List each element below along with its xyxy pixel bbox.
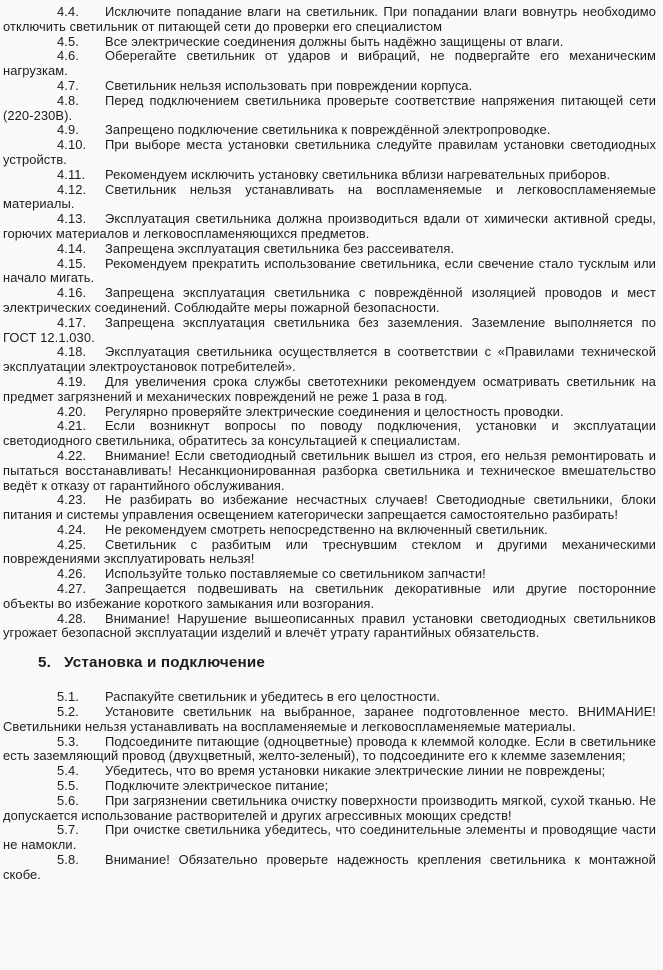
list-item [3, 567, 656, 582]
item-number: 4.19. [57, 373, 87, 389]
item-text: Оберегайте светильник от ударов и вибраций, не подвергайте его механическим нагрузкам. [3, 48, 656, 79]
list-item [3, 212, 656, 242]
list-item [3, 242, 656, 257]
item-number: 4.13. [57, 211, 87, 227]
item-number: 5.5. [57, 778, 79, 794]
item-number: 4.25. [57, 536, 87, 552]
item-number: 4.27. [57, 581, 87, 597]
item-text: Убедитесь, что во время установки никакие электрические линии не повреждены; [105, 763, 606, 779]
item-number: 4.28. [57, 610, 87, 626]
item-text: Не разбирать во избежание несчастных случаев! Светодиодные светильники, блоки питания и системы управления освещением категорически запрещается самостоятельно разбирать! [3, 492, 656, 523]
list-item [3, 286, 656, 316]
item-text: Запрещено подключение светильника к повреждённой электропроводке. [105, 122, 551, 138]
list-item [3, 375, 656, 405]
item-number: 4.24. [57, 521, 87, 537]
list-item [3, 5, 656, 35]
item-text: Внимание! Если светодиодный светильник вышел из строя, его нельзя ремонтировать и пытаться восстанавливать! Несанкционированная разборка светильника и техническое вмешательство ведёт к отказу от гарантийного обслуживания. [3, 447, 656, 493]
item-text: Все электрические соединения должны быть надёжно защищены от влаги. [105, 33, 564, 49]
item-number: 4.6. [57, 48, 79, 64]
item-number: 4.10. [57, 137, 87, 153]
list-item [3, 94, 656, 124]
list-item [3, 405, 656, 420]
section-5-heading-title: Установка и подключение [64, 654, 266, 672]
list-item [3, 582, 656, 612]
item-text: Рекомендуем прекратить использование светильника, если свечение стало тусклым или начало мигать. [3, 255, 656, 286]
item-text: При загрязнении светильника очистку поверхности производить мягкой, сухой тканью. Не допускается использование растворителей и других агрессивных моющих средств! [3, 792, 656, 823]
item-number: 5.8. [57, 852, 79, 868]
item-text: Подключите электрическое питание; [105, 778, 329, 794]
list-item [3, 764, 656, 779]
list-item [3, 538, 656, 568]
item-number: 5.2. [57, 704, 79, 720]
list-item [3, 168, 656, 183]
list-item [3, 853, 656, 883]
item-text: Рекомендуем исключить установку светильника вблизи нагревательных приборов. [105, 166, 611, 182]
list-item [3, 735, 656, 765]
item-number: 5.1. [57, 689, 79, 705]
item-number: 5.6. [57, 792, 79, 808]
item-number: 4.14. [57, 240, 87, 256]
list-item [3, 183, 656, 213]
item-text: При очистке светильника убедитесь, что соединительные элементы и проводящие части не намокли. [3, 822, 656, 853]
section-5-heading-number: 5. [38, 654, 52, 672]
item-text: Регулярно проверяйте электрические соединения и целостность проводки. [105, 403, 564, 419]
section-5-installation-list [3, 690, 656, 882]
item-number: 4.26. [57, 566, 87, 582]
item-text: Не рекомендуем смотреть непосредственно на включенный светильник. [105, 521, 548, 537]
item-number: 4.16. [57, 285, 87, 301]
item-number: 5.7. [57, 822, 79, 838]
list-item [3, 794, 656, 824]
list-item [3, 690, 656, 705]
list-item [3, 779, 656, 794]
list-item [3, 449, 656, 493]
list-item [3, 316, 656, 346]
item-text: Внимание! Обязательно проверьте надежность крепления светильника к монтажной скобе. [3, 852, 656, 882]
item-text: Если возникнут вопросы по поводу подключения, установки и эксплуатации светодиодного светильника, обратитесь за консультацией к специалистам. [3, 418, 656, 449]
list-item [3, 138, 656, 168]
list-item [3, 123, 656, 138]
item-text: Установите светильник на выбранное, заранее подготовленное место. ВНИМАНИЕ! Светильники нельзя устанавливать на воспламеняемые и легковоспламеняемые материалы. [3, 704, 656, 734]
list-item [3, 345, 656, 375]
item-text: Светильник нельзя использовать при повреждении корпуса. [105, 77, 473, 93]
list-item [3, 79, 656, 94]
item-text: Запрещена эксплуатация светильника без рассеивателя. [105, 240, 455, 256]
list-item [3, 523, 656, 538]
item-text: Запрещается подвешивать на светильник декоративные или другие посторонние объекты во избежание короткого замыкания или возгорания. [3, 581, 656, 611]
item-text: Запрещена эксплуатация светильника без заземления. Заземление выполняется по ГОСТ 12.1.030. [3, 314, 656, 345]
item-number: 4.18. [57, 344, 87, 360]
list-item [3, 35, 656, 50]
list-item [3, 493, 656, 523]
item-number: 4.21. [57, 418, 87, 434]
list-item [3, 419, 656, 449]
item-text: Эксплуатация светильника должна производиться вдали от химически активной среды, горючих материалов и легковоспламеняющихся предметов. [3, 211, 656, 241]
item-text: Для увеличения срока службы светотехники рекомендуем осматривать светильник на предмет загрязнений и механических повреждений не реже 1 раза в год. [3, 373, 656, 404]
section-4-safety-rules-list [3, 5, 656, 641]
list-item [3, 705, 656, 735]
item-number: 4.4. [57, 4, 79, 19]
list-item [3, 612, 656, 642]
item-text: Используйте только поставляемые со светильником запчасти! [105, 566, 486, 582]
item-text: Подсоедините питающие (одноцветные) провода к клеммой колодке. Если в светильнике есть заземляющий провод (двухцветный, желто-зеленый), то подсоедините его к клемме заземления; [3, 733, 656, 764]
item-text: Перед подключением светильника проверьте соответствие напряжения питающей сети (220-230В). [3, 92, 656, 123]
item-text: Распакуйте светильник и убедитесь в его целостности. [105, 689, 441, 705]
item-number: 4.5. [57, 33, 79, 49]
section-5-heading [38, 654, 656, 671]
item-number: 5.3. [57, 733, 79, 749]
item-number: 4.11. [57, 166, 86, 182]
item-number: 4.7. [57, 77, 79, 93]
item-number: 4.17. [57, 314, 87, 330]
item-number: 5.4. [57, 763, 79, 779]
item-text: Светильник нельзя устанавливать на воспламеняемые и легковоспламеняемые материалы. [3, 181, 656, 212]
item-text: Внимание! Нарушение вышеописанных правил установки светодиодных светильников угрожает безопасной эксплуатации изделий и влечёт утрату гарантийных обязательств. [3, 610, 656, 641]
item-text: Эксплуатация светильника осуществляется в соответствии с «Правилами технической эксплуатации электроустановок потребителей». [3, 344, 656, 375]
list-item [3, 49, 656, 79]
item-number: 4.15. [57, 255, 87, 271]
item-text: Запрещена эксплуатация светильника с повреждённой изоляцией проводов и мест электрических соединений. Соблюдайте меры пожарной безопасности. [3, 285, 656, 315]
list-item [3, 257, 656, 287]
item-number: 4.12. [57, 181, 87, 197]
item-text: Светильник с разбитым или треснувшим стеклом и другими механическими повреждениями эксплуатировать нельзя! [3, 536, 656, 567]
item-number: 4.20. [57, 403, 87, 419]
item-text: При выборе места установки светильника следуйте правилам установки светодиодных устройств. [3, 137, 656, 167]
item-number: 4.22. [57, 447, 87, 463]
item-number: 4.8. [57, 92, 79, 108]
list-item [3, 823, 656, 853]
item-number: 4.9. [57, 122, 79, 138]
item-text: Исключите попадание влаги на светильник. При попадании влаги вовнутрь необходимо отключить светильник от питающей сети до проверки его специалистом [3, 4, 656, 34]
item-number: 4.23. [57, 492, 87, 508]
